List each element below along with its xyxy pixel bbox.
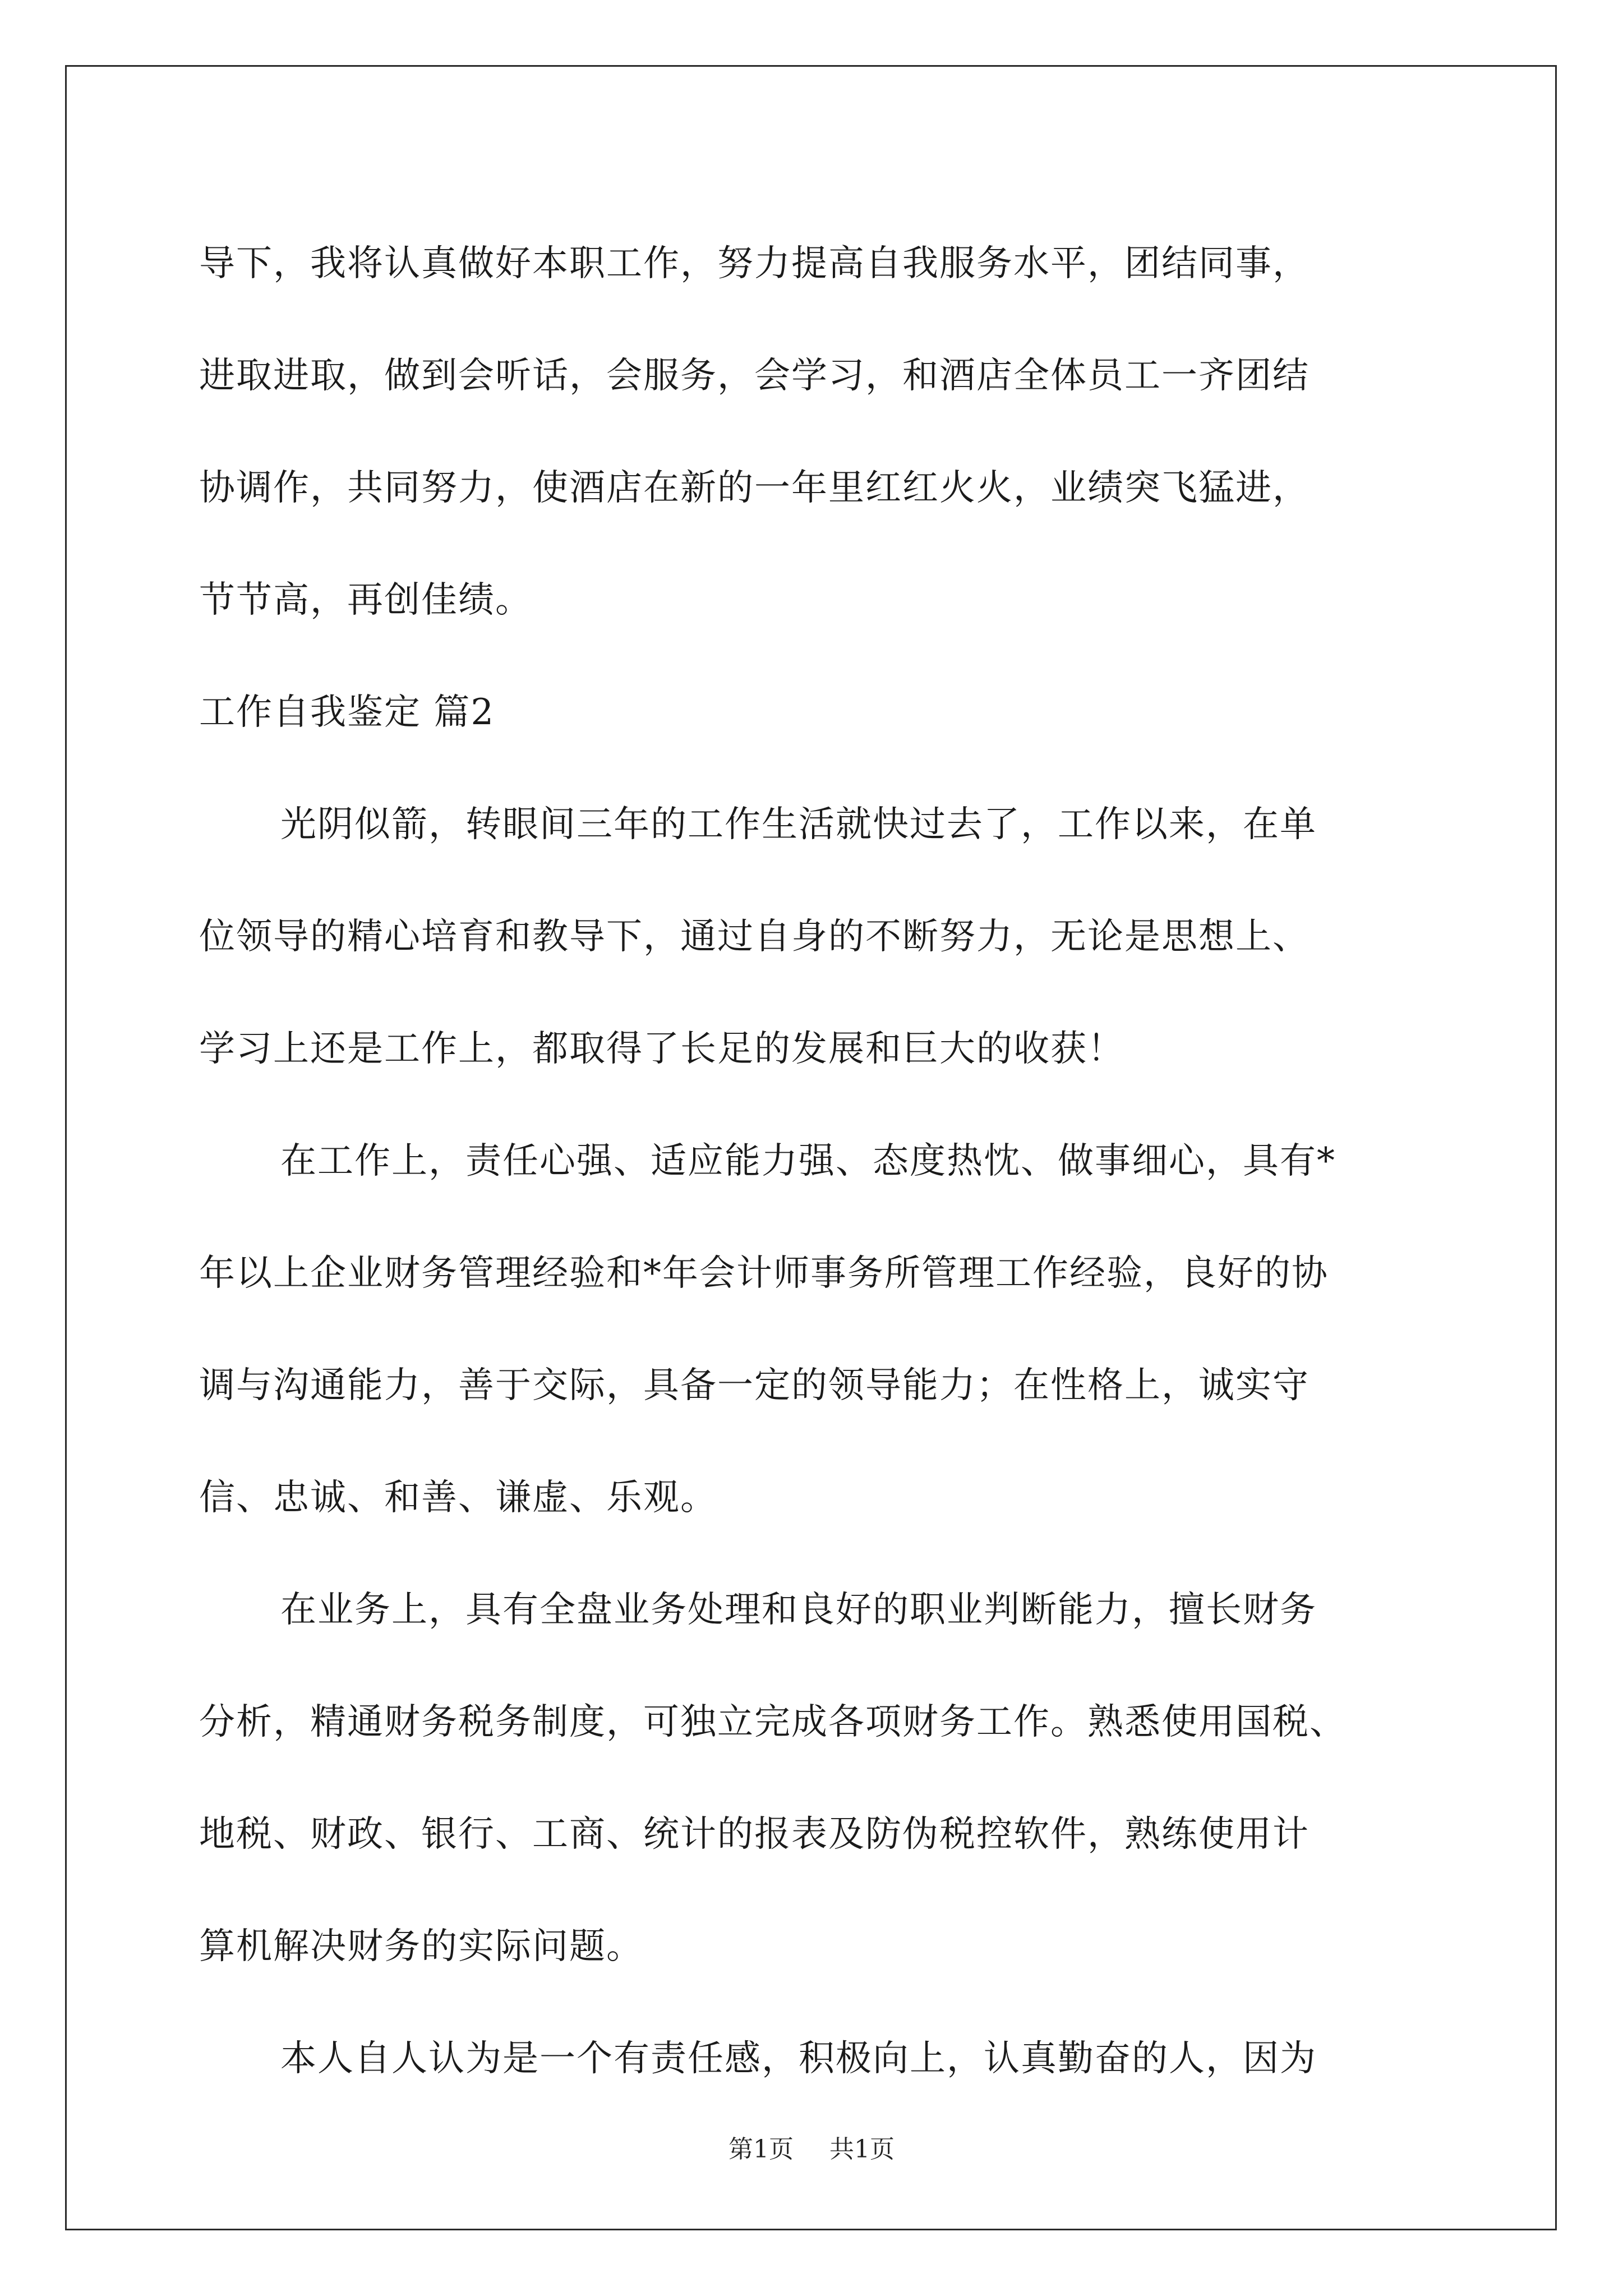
text-line: 分析，精通财务税务制度，可独立完成各项财务工作。熟悉使用国税、 — [199, 1701, 1347, 1743]
text-line: 算机解决财务的实际问题。 — [199, 1926, 643, 1967]
page-footer — [0, 2129, 1623, 2165]
paragraph-first-line: 在业务上，具有全盘业务处理和良好的职业判断能力，擅长财务 — [280, 1589, 1317, 1631]
text-line: 节节高，再创佳绩。 — [199, 579, 532, 621]
paragraph-first-line: 本人自人认为是一个有责任感，积极向上，认真勤奋的人，因为 — [280, 2038, 1317, 2079]
text-line: 学习上还是工作上，都取得了长足的发展和巨大的收获！ — [199, 1028, 1124, 1070]
document-body — [199, 208, 1427, 2115]
section-heading: 工作自我鉴定 篇2 — [199, 692, 495, 733]
text-line: 调与沟通能力，善于交际，具备一定的领导能力；在性格上，诚实守 — [199, 1365, 1310, 1406]
text-line: 导下，我将认真做好本职工作，努力提高自我服务水平，团结同事， — [199, 243, 1310, 284]
paragraph-first-line: 在工作上，责任心强、适应能力强、态度热忱、做事细心，具有* — [280, 1140, 1336, 1182]
paragraph-first-line: 光阴似箭，转眼间三年的工作生活就快过去了，工作以来，在单 — [280, 804, 1317, 845]
page-number-current: 第1页 — [728, 2135, 794, 2164]
page-number-total: 共1页 — [829, 2135, 895, 2164]
text-line: 位领导的精心培育和教导下，通过自身的不断努力，无论是思想上、 — [199, 916, 1310, 958]
text-line: 协调作，共同努力，使酒店在新的一年里红红火火，业绩突飞猛进， — [199, 467, 1310, 509]
text-line: 进取进取，做到会听话，会服务，会学习，和酒店全体员工一齐团结 — [199, 355, 1310, 397]
text-line: 信、忠诚、和善、谦虚、乐观。 — [199, 1477, 717, 1519]
text-line: 地税、财政、银行、工商、统计的报表及防伪税控软件，熟练使用计 — [199, 1814, 1310, 1855]
text-line: 年以上企业财务管理经验和*年会计师事务所管理工作经验，良好的协 — [199, 1253, 1329, 1294]
